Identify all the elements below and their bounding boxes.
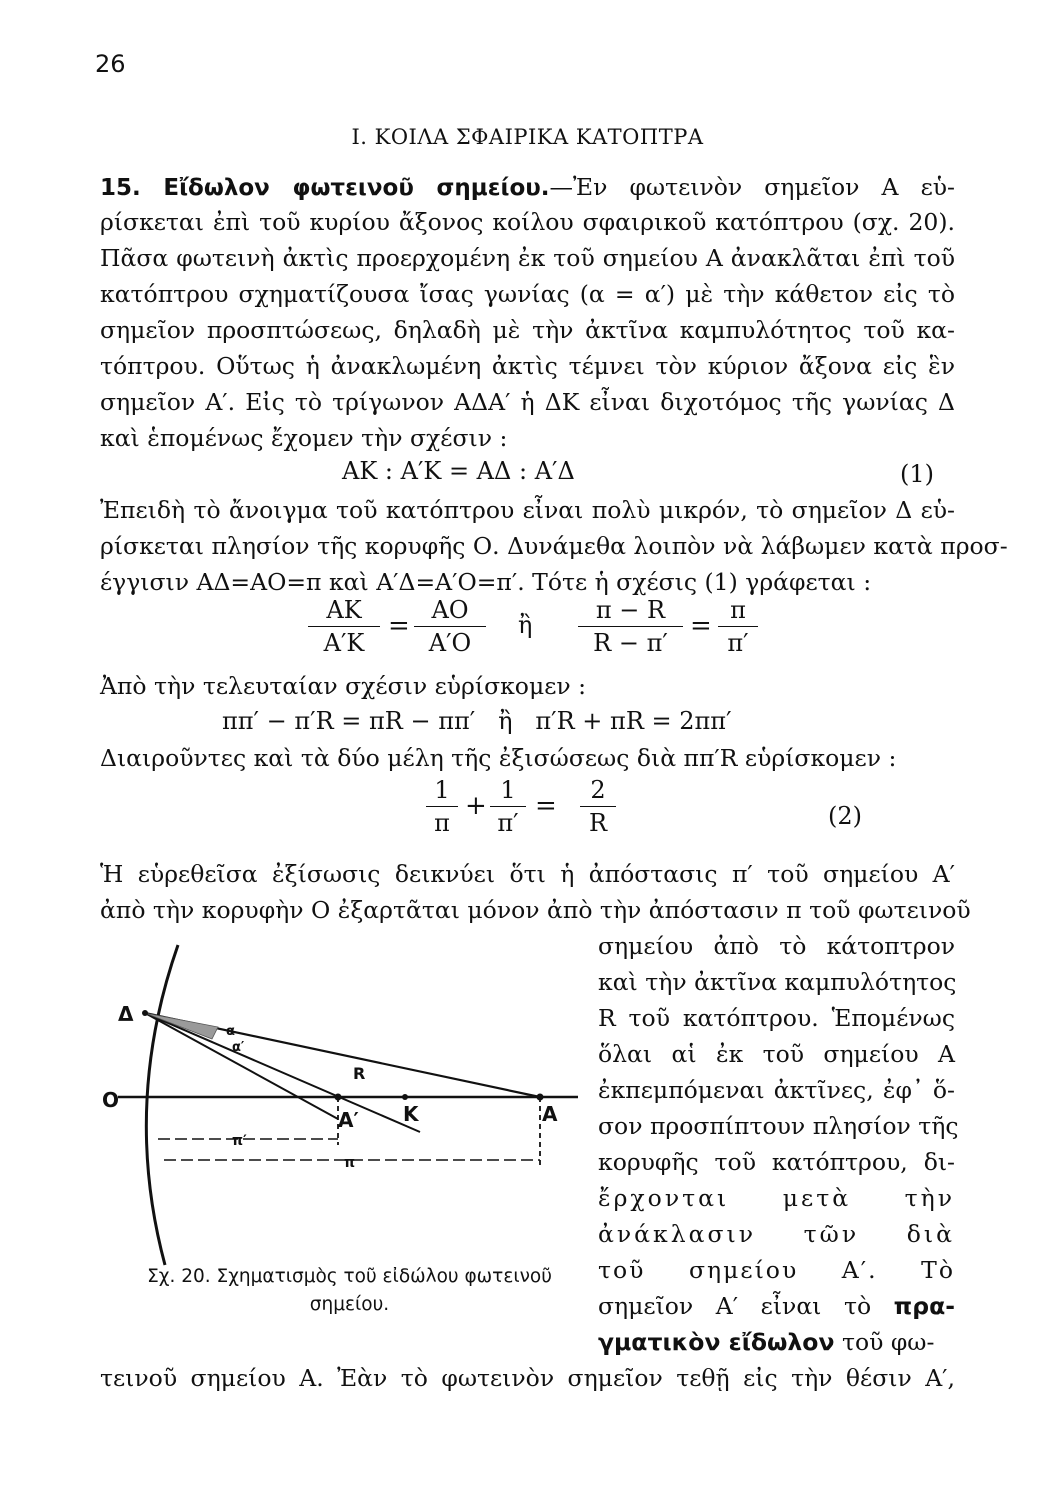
fraction-denominator: R xyxy=(588,809,608,837)
fraction-numerator: 1 xyxy=(490,776,526,807)
side-line-4: ἐκπεμπόμεναι ἀκτῖνες, ἐφ᾽ ὅ- xyxy=(598,1076,955,1104)
label-alpha: α xyxy=(226,1024,235,1039)
side-line-10: σημεῖον Α′ εἶναι τὸ xyxy=(598,1292,872,1320)
section-heading: 15. Εἴδωλον φωτεινοῦ σημείου. xyxy=(100,175,550,201)
figure-caption-line-1: Σχ. 20. Σχηματισμὸς τοῦ εἰδώλου φωτεινοῦ xyxy=(147,1266,552,1287)
paragraph3-line-0: Ἡ εὑρεθεῖσα ἐξίσωσις δεικνύει ὅτι ἡ ἀπόστασις π′ τοῦ σημείου Α′ xyxy=(100,860,955,888)
label-o: O xyxy=(102,1088,120,1112)
equals-sign: = xyxy=(388,611,410,641)
side-line-9: τοῦ σημείου Α′. Τὸ xyxy=(598,1256,955,1284)
chapter-title: I. ΚΟΙΛΑ ΣΦΑΙΡΙΚΑ ΚΑΤΟΠΤΡΑ xyxy=(351,125,704,149)
paragraph1-line-7: καὶ ἑπομένως ἔχομεν τὴν σχέσιν : xyxy=(100,424,508,452)
side-line-10-wrap xyxy=(598,1291,955,1321)
side-line-5: σον προσπίπτουν πλησίον τῆς xyxy=(598,1112,959,1140)
figure-concave-mirror-diagram xyxy=(100,935,600,1275)
point-delta xyxy=(142,1010,148,1016)
point-k xyxy=(402,1094,408,1100)
paragraph1-line-6: σημεῖον Α′. Εἰς τὸ τρίγωνον ΑΔΑ′ ἡ ΔΚ εἶναι διχοτόμος τῆς γωνίας Δ xyxy=(100,388,955,416)
last-line: τεινοῦ σημείου Α. Ἐὰν τὸ φωτεινὸν σημεῖον τεθῇ εἰς τὴν θέσιν Α′, xyxy=(100,1364,955,1392)
paragraph1-line-0: —Ἐν φωτεινὸν σημεῖον Α εὑ- xyxy=(549,173,955,201)
fraction-denominator: π xyxy=(434,809,450,837)
paragraph3-line-1: ἀπὸ τὴν κορυφὴν Ο ἐξαρτᾶται μόνον ἀπὸ τὴν ἀπόστασιν π τοῦ φωτεινοῦ xyxy=(100,896,971,924)
fraction-numerator: π xyxy=(718,596,758,627)
side-line-8: ἀνάκλασιν τῶν διὰ xyxy=(598,1220,955,1248)
section-first-line xyxy=(100,172,955,203)
equals-sign: = xyxy=(690,611,712,641)
fraction-denominator: Α′Κ xyxy=(323,629,365,657)
fraction-ao-over-a-prime-o xyxy=(414,596,486,657)
label-delta: Δ xyxy=(118,1002,134,1026)
ray-delta-to-k xyxy=(145,1013,420,1132)
label-a: A xyxy=(542,1102,558,1126)
label-k: K xyxy=(403,1102,419,1126)
fraction-numerator: 1 xyxy=(426,776,458,807)
side-line-6: κορυφῆς τοῦ κατόπτρου, δι- xyxy=(598,1148,955,1176)
fraction-numerator: ΑΚ xyxy=(308,596,380,627)
text-line-diairountes: Διαιροῦντες καὶ τὰ δύο μέλη τῆς ἐξισώσεως διὰ ππ′R εὑρίσκομεν : xyxy=(100,744,897,772)
bold-term-real-image: γματικὸν εἴδωλον xyxy=(598,1328,835,1356)
paragraph1-line-3: κατόπτρου σχηματίζουσα ἴσας γωνίας (α = α′) μὲ τὴν κάθετον εἰς τὸ xyxy=(100,280,955,308)
equation-1: ΑΚ : Α′Κ = ΑΔ : Α′Δ xyxy=(342,457,575,485)
fraction-one-over-pi xyxy=(426,776,458,837)
paragraph1-line-2: Πᾶσα φωτεινὴ ἀκτὶς προερχομένη ἐκ τοῦ σημείου Α ἀνακλᾶται ἐπὶ τοῦ xyxy=(100,244,955,272)
side-bold-tail: πρα- xyxy=(893,1292,955,1320)
paragraph1-line-5: τόπτρου. Οὕτως ἡ ἀνακλωμένη ἀκτὶς τέμνει τὸν κύριον ἄξονα εἰς ἓν xyxy=(100,352,955,380)
fraction-numerator: 2 xyxy=(580,776,616,807)
fraction-denominator: R − π′ xyxy=(593,629,668,657)
figure-caption-line-2: σημείου. xyxy=(309,1294,390,1315)
paragraph2-line-2: έγγισιν ΑΔ=ΑΟ=π καὶ Α′Δ=Α′Ο=π′. Τότε ἡ σχέσις (1) γράφεται : xyxy=(100,568,872,596)
equation-1-label: (1) xyxy=(900,460,934,488)
fraction-pi-minus-r xyxy=(578,596,683,657)
fraction-denominator: π′ xyxy=(497,809,519,837)
side-line-3: ὅλαι αἱ ἐκ τοῦ σημείου Α xyxy=(598,1040,955,1068)
fraction-denominator: Α′Ο xyxy=(428,629,472,657)
paragraph1-line-4: σημεῖον προσπτώσεως, δηλαδὴ μὲ τὴν ἀκτῖνα καμπυλότητος τοῦ κα- xyxy=(100,316,955,344)
ray-delta-to-a-prime xyxy=(145,1013,338,1119)
fraction-ak-over-a-prime-k xyxy=(308,596,380,657)
fraction-one-over-pi-prime xyxy=(490,776,526,837)
paragraph2-line-1: ρίσκεται πλησίον τῆς κορυφῆς Ο. Δυνάμεθα λοιπὸν νὰ λάβωμεν κατὰ προσ- xyxy=(100,532,1008,560)
side-line-1: καὶ τὴν ἀκτῖνα καμπυλότητος xyxy=(598,968,957,996)
plus-sign: + xyxy=(465,791,487,821)
side-line-7: ἔρχονται μετὰ τὴν xyxy=(598,1184,955,1212)
fraction-numerator: ΑΟ xyxy=(414,596,486,627)
label-r: R xyxy=(353,1064,366,1083)
side-line-11 xyxy=(598,1327,955,1357)
label-pi-prime: π′ xyxy=(232,1133,247,1149)
side-line-2: R τοῦ κατόπτρου. Ἑπομένως xyxy=(598,1004,955,1032)
text-line-apo: Ἀπὸ τὴν τελευταίαν σχέσιν εὑρίσκομεν : xyxy=(100,672,587,700)
label-a-prime: A′ xyxy=(338,1108,359,1132)
fraction-two-over-r xyxy=(580,776,616,837)
label-alpha-prime: α′ xyxy=(232,1040,245,1055)
equals-sign: = xyxy=(535,791,557,821)
paragraph1-line-1: ρίσκεται ἐπὶ τοῦ κυρίου ἄξονος κοίλου σφαιρικοῦ κατόπτρου (σχ. 20). xyxy=(100,208,955,236)
paragraph2-line-0: Ἐπειδὴ τὸ ἄνοιγμα τοῦ κατόπτρου εἶναι πολὺ μικρόν, τὸ σημεῖον Δ εὑ- xyxy=(100,496,955,524)
or-word: ἢ xyxy=(518,611,533,639)
fraction-denominator: π′ xyxy=(727,629,749,657)
equation-3: ππ′ − π′R = πR − ππ′ ἢ π′R + πR = 2ππ′ xyxy=(222,707,732,735)
fraction-numerator: π − R xyxy=(578,596,683,627)
fraction-pi-over-pi-prime xyxy=(718,596,758,657)
page-number: 26 xyxy=(95,50,126,78)
side-line-0: σημείου ἀπὸ τὸ κάτοπτρον xyxy=(598,932,955,960)
equation-2-label: (2) xyxy=(828,802,862,830)
mirror-arc xyxy=(146,945,178,1265)
side-last-tail: τοῦ φω- xyxy=(834,1328,935,1356)
label-pi: π xyxy=(344,1155,356,1171)
